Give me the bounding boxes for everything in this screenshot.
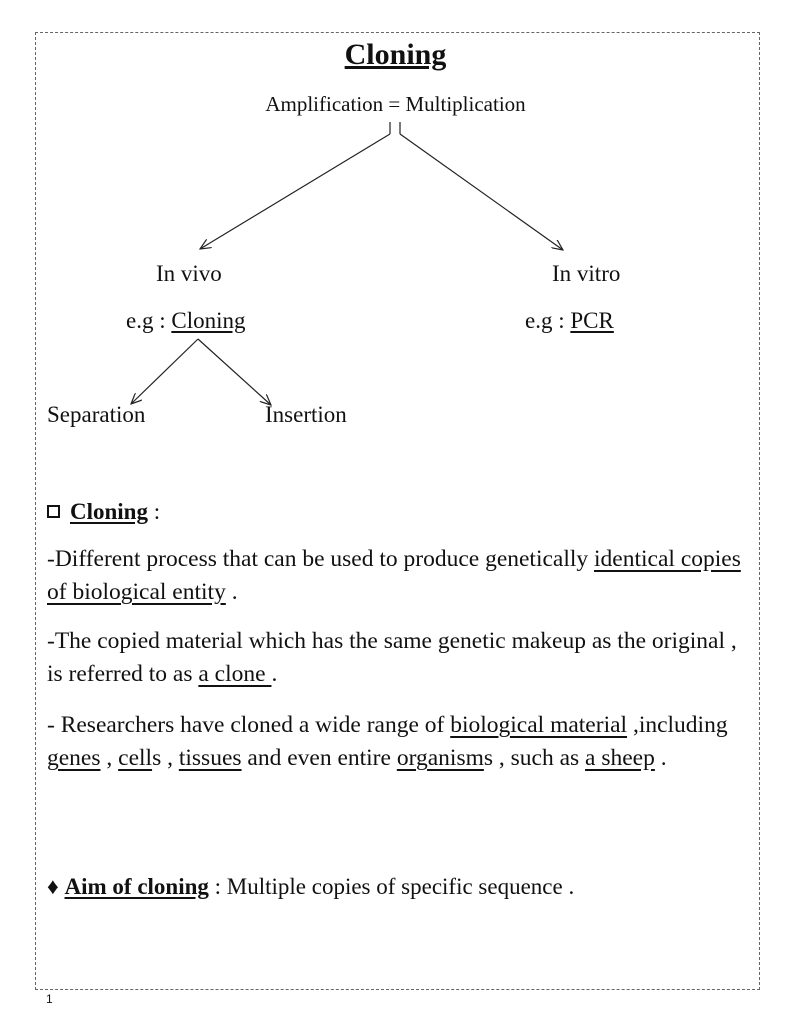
section-heading-label: Cloning [70,499,148,524]
text: ,including [627,712,728,738]
section-heading [47,499,160,525]
underlined-term: a clone [198,661,272,687]
example-pcr: PCR [570,308,614,333]
text: - Researchers have cloned a wide range of [47,712,451,738]
node-in-vitro: In vitro [552,261,621,286]
page-title: Cloning [344,38,447,71]
text: s , such as [483,745,586,771]
paragraph-clone [47,625,747,691]
example-cloning: Cloning [171,308,246,333]
paragraph-researchers [47,709,747,775]
paragraph-definition [47,543,747,609]
text: -The copied material which has the same genetic makeup as the original , is referred to as [47,628,737,687]
aim-line [47,874,574,900]
aim-label: Aim of cloning [64,874,209,899]
underlined-term: identical copies of biological entity [47,546,741,605]
example-in-vivo [126,308,245,334]
example-prefix: e.g : [525,308,571,333]
underlined-term: cell [118,745,153,771]
arrow-to-in-vivo [200,134,390,249]
section-heading-suffix: : [147,499,161,524]
underlined-term: biological material [450,712,628,738]
arrow-to-insertion [198,339,271,405]
node-separation: Separation [47,402,146,427]
page-number: 1 [46,992,53,1006]
underlined-term: tissues [178,745,242,771]
arrow-to-in-vitro [400,134,563,250]
text: . [225,579,238,605]
text: s , [152,745,179,771]
node-in-vivo: In vivo [156,261,222,286]
text: . [271,661,278,687]
underlined-term: a sheep [585,745,655,771]
text: . [654,745,667,771]
text: , [100,745,119,771]
node-insertion: Insertion [265,402,347,427]
text: -Different process that can be used to produce genetically [47,546,595,572]
underlined-term: genes [47,745,101,771]
diamond-bullet-icon: ♦ [47,874,59,899]
example-in-vitro [525,308,614,334]
arrow-to-separation [131,339,198,404]
aim-text: : Multiple copies of specific sequence . [208,874,575,899]
diagram-root: Amplification = Multiplication [265,92,526,116]
underlined-term: organism [396,745,484,771]
square-bullet-icon [47,505,60,518]
example-prefix: e.g : [126,308,172,333]
text: and even entire [241,745,397,771]
